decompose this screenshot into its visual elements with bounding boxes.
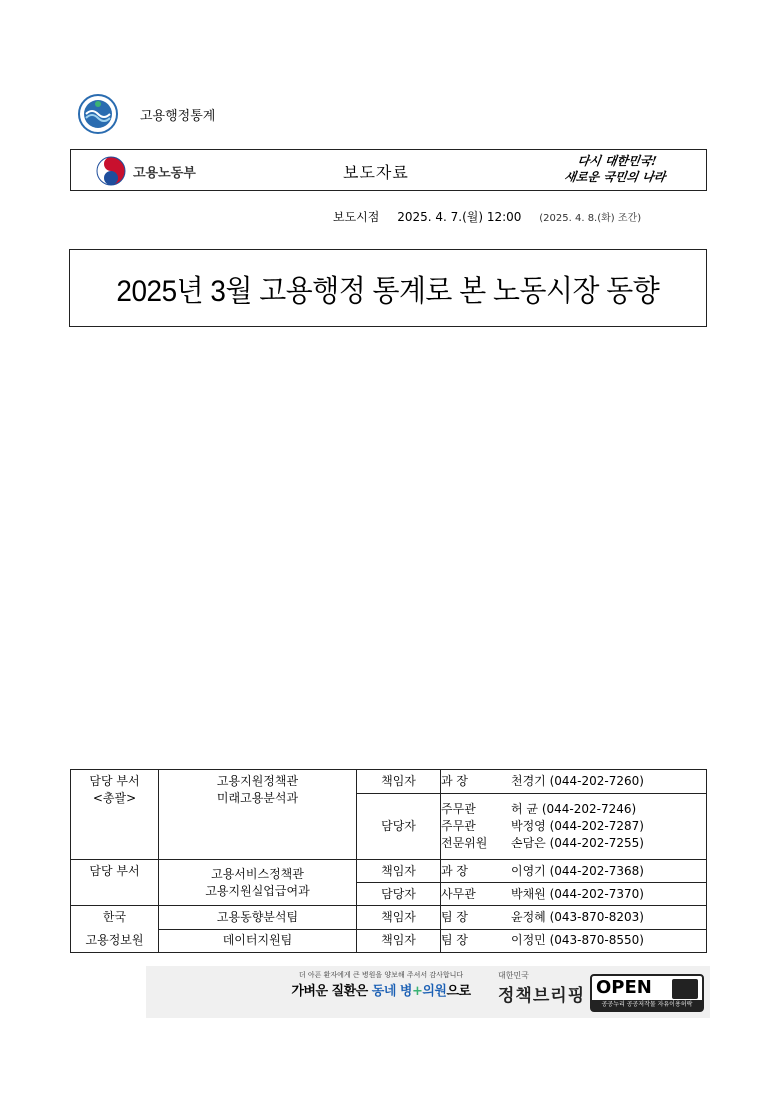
person-cell: [441, 860, 707, 883]
person-name: 허 균 (044-202-7246): [511, 802, 637, 816]
dept-cell: 담당 부서: [71, 860, 159, 906]
campaign-subtext: 더 아픈 환자에게 큰 병원을 양보해 주셔서 감사합니다: [298, 971, 464, 979]
person-line: [441, 909, 706, 926]
release-time-line: [333, 208, 641, 225]
table-row: [71, 906, 707, 930]
role-cell: 담당자: [357, 794, 441, 860]
table-row: [71, 770, 707, 794]
campaign-plus: +: [411, 984, 423, 999]
person-line: [441, 818, 706, 835]
person-name: 박정영 (044-202-7287): [511, 819, 644, 833]
person-name: 천경기 (044-202-7260): [511, 774, 644, 788]
statistics-header: [78, 94, 215, 134]
briefing-small: 대한민국: [498, 971, 529, 980]
campaign-highlight: 동네 병: [371, 984, 412, 999]
person-title: 과 장: [441, 863, 468, 878]
slogan: [529, 153, 703, 185]
person-line: [441, 932, 706, 949]
person-name: 손담은 (044-202-7255): [511, 836, 644, 850]
team-line: 고용서비스정책관: [211, 866, 304, 881]
campaign-text: 으로: [446, 984, 471, 999]
policy-banner[interactable]: [146, 966, 710, 1018]
attribution-icon: [672, 979, 698, 999]
person-name: 이영기 (044-202-7368): [511, 863, 644, 878]
dept-line: 담당 부서: [89, 774, 140, 788]
person-name: 박채원 (044-202-7370): [511, 886, 644, 901]
dept-cell: [71, 906, 159, 953]
person-cell: [441, 883, 707, 906]
person-cell: [441, 770, 707, 794]
person-title: 주무관: [441, 802, 476, 816]
embargo-note: (2025. 4. 8.(화) 조간): [539, 213, 642, 224]
team-cell: [159, 860, 357, 906]
person-title: 팀 장: [441, 909, 468, 924]
person-title: 팀 장: [441, 933, 468, 948]
person-line: [441, 886, 706, 903]
person-cell: [441, 794, 707, 860]
contacts-table: [70, 769, 707, 953]
person-cell: [441, 906, 707, 930]
person-line: [441, 863, 706, 880]
person-title: 주무관: [441, 819, 476, 833]
briefing-name: 정책브리핑: [498, 986, 586, 1006]
dept-cell: [71, 770, 159, 860]
statistics-emblem-icon: [78, 94, 118, 134]
person-line: [441, 773, 706, 790]
ministry-name: 고용노동부: [133, 165, 196, 181]
team-line: 고용지원실업급여과: [205, 883, 310, 898]
dept-line: 한국: [102, 910, 127, 924]
person-title: 사무관: [441, 886, 476, 901]
document-title-box: [69, 249, 707, 327]
release-datetime: 2025. 4. 7.(월) 12:00: [397, 210, 522, 224]
hospital-campaign: [266, 970, 496, 999]
person-cell: [441, 929, 707, 953]
person-name: 이정민 (043-870-8550): [511, 933, 644, 948]
team-cell: 고용동향분석팀: [159, 906, 357, 930]
ministry-brand: [95, 156, 196, 186]
policy-briefing-logo: [498, 970, 588, 1006]
role-cell: 담당자: [357, 883, 441, 906]
dept-line: 고용정보원: [85, 933, 144, 947]
role-cell: 책임자: [357, 860, 441, 883]
press-release-header: [70, 149, 707, 191]
role-cell: 책임자: [357, 929, 441, 953]
statistics-title: 고용행정통계: [140, 108, 216, 124]
person-title: 전문위원: [441, 836, 488, 850]
release-label: 보도시점: [333, 210, 380, 224]
team-line: 미래고용분석과: [216, 791, 299, 805]
open-word: OPEN: [596, 977, 652, 998]
ministry-taegeuk-icon: [95, 155, 127, 187]
team-cell: [159, 770, 357, 860]
press-release-label: 보도자료: [343, 163, 409, 182]
open-license-text: 공공누리 공공저작물 자유이용허락: [592, 1000, 702, 1010]
open-license-badge: [590, 974, 704, 1012]
table-row: [71, 929, 707, 953]
person-name: 윤정혜 (043-870-8203): [511, 909, 644, 924]
campaign-highlight: 의원: [422, 984, 447, 999]
role-cell: 책임자: [357, 770, 441, 794]
slogan-line-1: 다시 대한민국!: [576, 154, 658, 168]
team-line: 고용지원정책관: [216, 774, 299, 788]
person-line: [441, 801, 706, 818]
role-cell: 책임자: [357, 906, 441, 930]
team-cell: 데이터지원팀: [159, 929, 357, 953]
person-line: [441, 835, 706, 852]
table-row: [71, 860, 707, 883]
campaign-headline: [266, 980, 496, 999]
campaign-text: 가벼운 질환은: [291, 984, 372, 999]
document-title: 2025년 3월 고용행정 통계로 본 노동시장 동향: [116, 275, 660, 308]
person-title: 과 장: [441, 774, 468, 788]
slogan-line-2: 새로운 국민의 나라: [563, 170, 667, 184]
dept-line: <총괄>: [92, 791, 137, 805]
